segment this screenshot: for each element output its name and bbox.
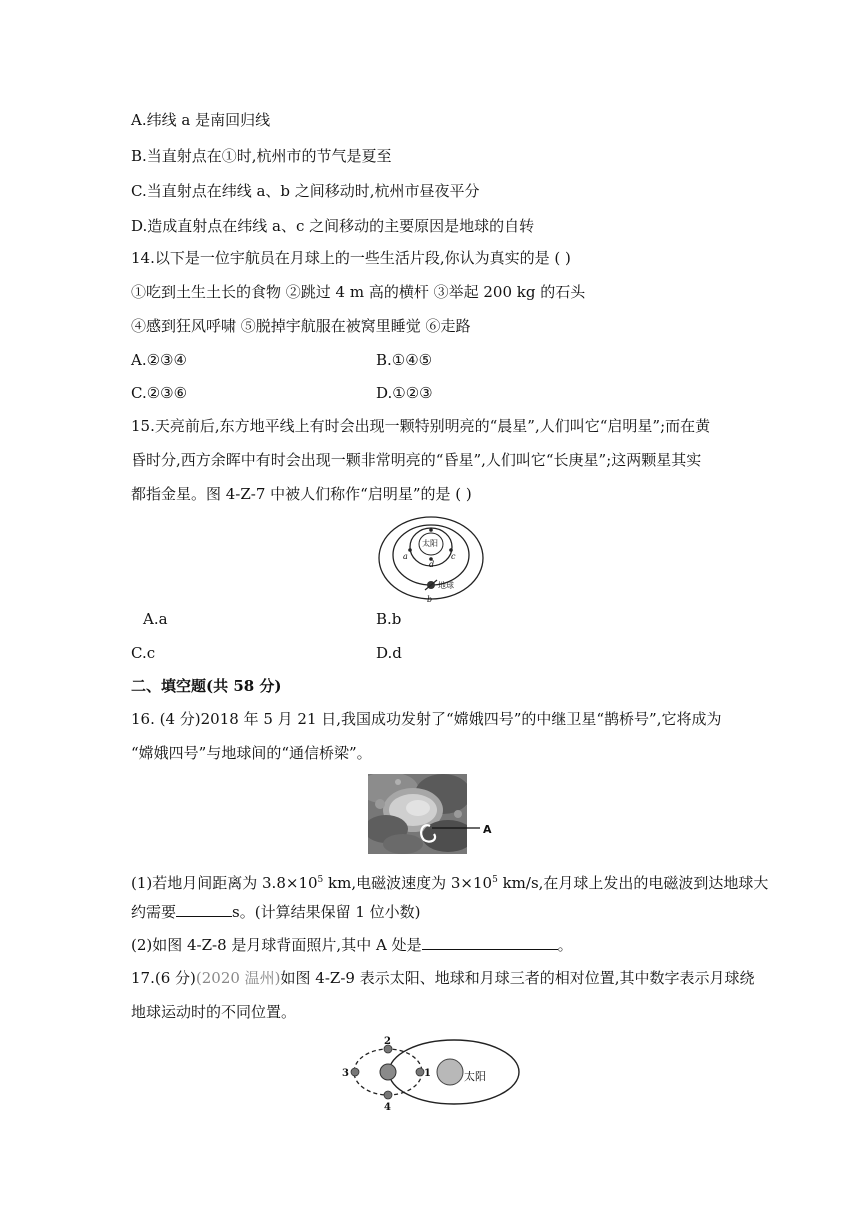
q14-option-b: B.①④⑤ (376, 351, 433, 369)
moon-position-3: 3 (342, 1068, 349, 1079)
orbit-diagram (375, 514, 493, 604)
moon-position-4: 4 (384, 1102, 391, 1113)
q15-stem-line2: 昏时分,西方余晖中有时会出现一颗非常明亮的“昏星”,人们叫它“长庚星”;这两颗星其实 (131, 451, 702, 469)
q16-stem-line2: “嫦娥四号”与地球间的“通信桥梁”。 (131, 744, 372, 762)
moon-photo-label-a: A (483, 823, 492, 836)
q14-items-line2: ④感到狂风呼啸 ⑤脱掉宇航服在被窝里睡觉 ⑥走路 (131, 317, 471, 335)
moon-far-side-photo (368, 774, 467, 854)
q15-option-a: A.a (143, 610, 168, 628)
moon-position-2: 2 (384, 1036, 391, 1047)
q14-option-a: A.②③④ (131, 351, 187, 369)
orbit-earth-label: 地球 (438, 581, 454, 590)
moon-photo-pointer (430, 820, 500, 840)
q16-answer-blank-1[interactable] (176, 902, 232, 917)
q16-part2: (2)如图 4-Z-8 是月球背面照片,其中 A 处是 。 (131, 936, 573, 954)
orbit-sun-label: 太阳 (422, 539, 438, 548)
q16-part1-line1: (1)若地月间距离为 $3.8\times 10^5$ km,电磁波速度为 $3\times 10^5$ km/s,在月球上发出的电磁波到达地球大 (131, 874, 769, 892)
q15-option-c: C.c (131, 644, 156, 662)
q14-option-d: D.①②③ (376, 384, 433, 402)
q13-option-c: C.当直射点在纬线 a、b 之间移动时,杭州市昼夜平分 (131, 182, 480, 200)
q13-option-d: D.造成直射点在纬线 a、c 之间移动的主要原因是地球的自转 (131, 217, 535, 235)
q16-stem-line1: 16. (4 分)2018 年 5 月 21 日,我国成功发射了“嫦娥四号”的中继卫星“鹊桥号”,它将成为 (131, 710, 722, 728)
q15-option-d: D.d (376, 644, 402, 662)
q14-stem: 14.以下是一位宇航员在月球上的一些生活片段,你认为真实的是 ( ) (131, 249, 571, 267)
q14-option-c: C.②③⑥ (131, 384, 188, 402)
q15-option-b: B.b (376, 610, 402, 628)
q14-items-line1: ①吃到土生土长的食物 ②跳过 4 m 高的横杆 ③举起 200 kg 的石头 (131, 283, 586, 301)
q15-stem-line3: 都指金星。图 4-Z-7 中被人们称作“启明星”的是 ( ) (131, 485, 472, 503)
q13-option-a: A.纬线 a 是南回归线 (131, 111, 271, 129)
orbit-label-a: a (403, 552, 408, 561)
q17-stem-line1: 17.(6 分)(2020 温州)如图 4-Z-9 表示太阳、地球和月球三者的相对位置,其中数字表示月球绕 (131, 969, 755, 987)
moon-position-1: 1 (424, 1068, 431, 1079)
section-heading: 二、填空题(共 58 分) (131, 677, 282, 695)
orbit-label-d: d (429, 560, 435, 569)
q16-answer-blank-2[interactable] (422, 935, 558, 950)
q17-stem-line2: 地球运动时的不同位置。 (131, 1003, 297, 1021)
q15-stem-line1: 15.天亮前后,东方地平线上有时会出现一颗特别明亮的“晨星”,人们叫它“启明星”;而在黄 (131, 417, 711, 435)
q16-part1-line2: 约需要 s。(计算结果保留 1 位小数) (131, 903, 421, 921)
orbit-label-b: b (427, 595, 433, 604)
orbit-label-c: c (451, 552, 456, 561)
diagram-sun-label: 太阳 (464, 1070, 486, 1083)
q13-option-b: B.当直射点在①时,杭州市的节气是夏至 (131, 147, 392, 165)
sun-earth-moon-diagram (338, 1032, 528, 1114)
